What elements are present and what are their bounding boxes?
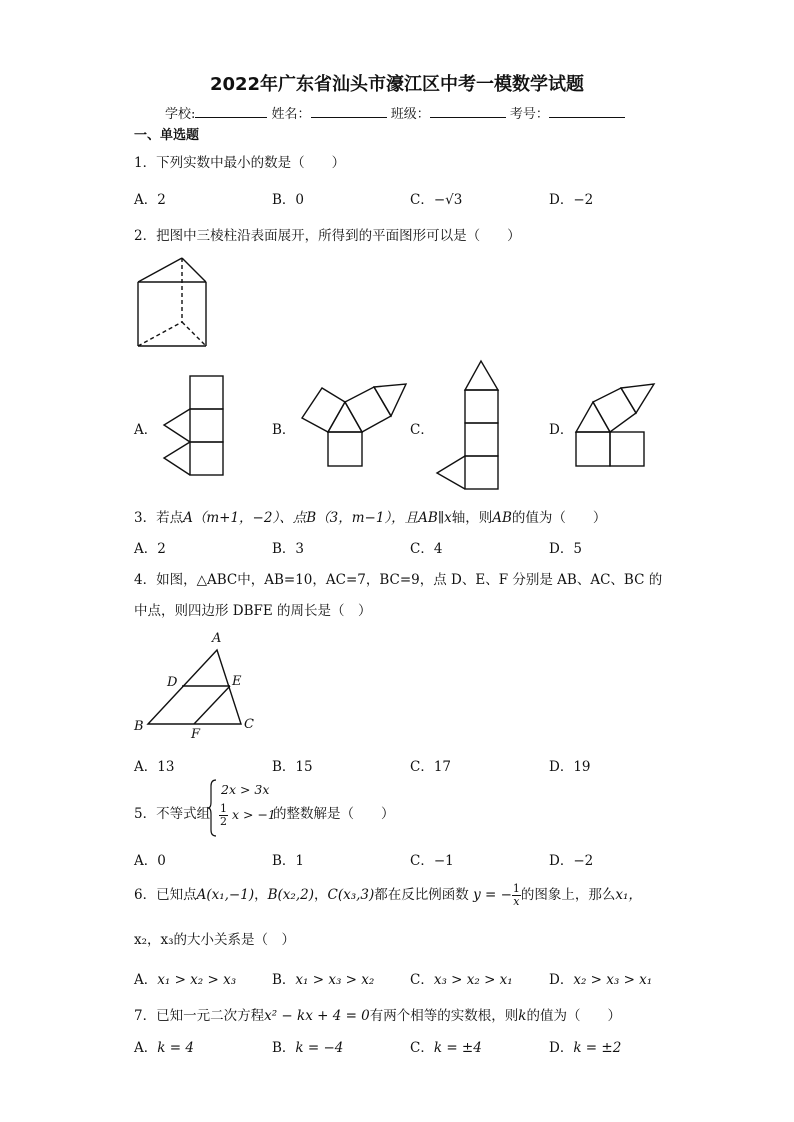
q7-option-b[interactable]: [272, 1036, 343, 1056]
label-b: B: [134, 719, 144, 734]
q6-option-d-value: x₂ > x₃ > x₁: [573, 972, 653, 988]
q3-stem-end: 的值为（ ）: [511, 510, 607, 526]
q7-option-a-label: A．: [134, 1040, 158, 1056]
school-blank[interactable]: [195, 105, 267, 118]
q2-option-b[interactable]: B．: [272, 422, 296, 438]
q2-option-d[interactable]: D．: [549, 422, 574, 438]
q5-option-a[interactable]: A．0: [134, 853, 166, 869]
q4-option-d[interactable]: D．19: [549, 759, 591, 775]
q5-option-d-value: −2: [573, 853, 594, 869]
q7-option-a-value: k = 4: [157, 1040, 194, 1056]
q2-option-a[interactable]: A．: [134, 422, 158, 438]
q1-option-a[interactable]: A．2: [134, 192, 166, 208]
q3-option-a[interactable]: A．2: [134, 541, 166, 557]
label-f: F: [191, 727, 201, 740]
q6-option-b-label: B．: [272, 972, 296, 988]
q3-option-d[interactable]: D．5: [549, 541, 582, 557]
q5-option-c-label: C．: [410, 853, 434, 869]
q6-option-d-label: D．: [549, 972, 574, 988]
q5-stem-pre: 5．不等式组: [134, 806, 211, 822]
q6-option-b[interactable]: [272, 968, 374, 988]
q6-stem-line1: 6．已知点A(x₁,−1)，B(x₂,2)，C(x₃,3)都在反比例函数 y = − $\frac{1}{x}$ 的图象上，那么x₁，: [134, 882, 642, 908]
q6-option-a-value: x₁ > x₂ > x₃: [157, 972, 237, 988]
class-blank[interactable]: [430, 105, 506, 118]
section-heading: 一、单选题: [134, 128, 200, 143]
q1-option-c-label: C．: [410, 192, 434, 208]
label-c: C: [244, 717, 254, 732]
q7-stem-end: 的值为（ ）: [526, 1008, 621, 1024]
q6-option-b-value: x₁ > x₃ > x₂: [295, 972, 375, 988]
q7-option-c-label: C．: [410, 1040, 434, 1056]
q3-stem: [134, 506, 606, 526]
q6-point-b: B(x₂,2): [267, 887, 314, 903]
q4-option-c[interactable]: C．17: [410, 759, 452, 775]
q6-option-c-label: C．: [410, 972, 434, 988]
number-label: 考号：: [509, 107, 549, 122]
q6-stem-pre: 6．已知点: [134, 887, 197, 903]
q7-option-d-value: k = ±2: [573, 1040, 622, 1056]
q5-inequality-2: [219, 803, 276, 828]
q6-option-c-value: x₃ > x₂ > x₁: [433, 972, 513, 988]
q1-option-d-label: D．: [549, 192, 574, 208]
q1-stem: 1．下列实数中最小的数是（ ）: [134, 155, 346, 171]
q5-fraction-den: 2: [220, 815, 227, 828]
q7-stem-pre: 7．已知一元二次方程: [134, 1008, 265, 1024]
q5-option-d-label: D．: [549, 853, 574, 869]
q6-function-pre: y = −: [473, 887, 512, 903]
q1-option-d[interactable]: [549, 188, 593, 208]
q3-stem-post: 轴，则: [451, 510, 493, 526]
q7-equation: x² − kx + 4 = 0: [264, 1008, 370, 1024]
q1-option-c[interactable]: [410, 188, 462, 208]
q5-option-b[interactable]: B．1: [272, 853, 305, 869]
q3-option-b[interactable]: B．3: [272, 541, 305, 557]
q6-option-a[interactable]: [134, 968, 236, 988]
q6-stem-mid: 都在反比例函数: [374, 887, 469, 903]
q4-stem-line1: 4．如图，△ABC中，AB=10，AC=7，BC=9，点 D、E、F 分别是 AB、AC、BC 的: [134, 572, 663, 588]
q3-parallel: AB∥x: [418, 510, 452, 526]
q2-stem: 2．把图中三棱柱沿表面展开，所得到的平面图形可以是（ ）: [134, 228, 521, 244]
q3-point-b: B（3，m−1），且: [306, 510, 419, 526]
q6-x1: x₁，: [615, 887, 642, 903]
q6-fraction-num: 1: [512, 882, 520, 895]
q5-fraction: [219, 803, 228, 828]
q7-option-d[interactable]: [549, 1036, 621, 1056]
page-title: 2022年广东省汕头市濠江区中考一模数学试题: [209, 74, 585, 95]
label-a: A: [212, 631, 222, 646]
label-e: E: [232, 674, 242, 689]
q3-point-a: A（m+1，−2）、点: [183, 510, 307, 526]
q7-option-c[interactable]: [410, 1036, 482, 1056]
class-label: 班级：: [390, 107, 430, 122]
q6-point-c: C(x₃,3): [327, 887, 375, 903]
label-d: D: [167, 675, 178, 690]
q4-option-b[interactable]: B．15: [272, 759, 313, 775]
q5-inequality-2-text: x > −1: [231, 807, 276, 822]
q6-function-fraction: [512, 883, 521, 908]
q1-option-c-value: −√3: [433, 192, 463, 208]
q5-option-c-value: −1: [433, 853, 454, 869]
q2-net-b-figure: [294, 380, 410, 470]
q6-point-a: A(x₁,−1): [196, 887, 255, 903]
q5-brace: [208, 778, 218, 838]
q7-option-c-value: k = ±4: [433, 1040, 482, 1056]
q5-option-d[interactable]: [549, 849, 593, 869]
name-blank[interactable]: [311, 105, 387, 118]
q4-option-a[interactable]: A．13: [134, 759, 175, 775]
q1-option-b[interactable]: B．0: [272, 192, 305, 208]
q6-option-c[interactable]: [410, 968, 513, 988]
q6-stem-post: 的图象上，那么: [520, 887, 616, 903]
q7-option-b-value: k = −4: [295, 1040, 344, 1056]
number-blank[interactable]: [549, 105, 625, 118]
q7-stem-mid: 有两个相等的实数根，则: [369, 1008, 519, 1024]
triangular-prism-figure: [130, 252, 210, 352]
q7-stem: [134, 1004, 621, 1024]
q5-inequality-1: [221, 782, 269, 797]
q2-net-c-figure: [432, 358, 502, 494]
q7-option-a[interactable]: [134, 1036, 194, 1056]
student-info-line: [165, 103, 625, 122]
q3-stem-pre: 3．若点: [134, 510, 184, 526]
q4-stem-line2: 中点，则四边形 DBFE 的周长是（ ）: [134, 603, 372, 619]
q7-option-d-label: D．: [549, 1040, 574, 1056]
name-label: 姓名：: [271, 107, 311, 122]
school-label: 学校:: [165, 107, 196, 122]
q6-stem-line2: x₂，x₃的大小关系是（ ）: [134, 932, 296, 948]
q5-option-c[interactable]: [410, 849, 454, 869]
q7-k: k: [518, 1008, 527, 1024]
q4-triangle-figure: [128, 628, 268, 740]
q5-stem-post: 的整数解是（ ）: [273, 806, 395, 822]
q5-fraction-num: 1: [220, 802, 227, 815]
q3-option-c[interactable]: C．4: [410, 541, 443, 557]
q6-option-d[interactable]: [549, 968, 652, 988]
q7-option-b-label: B．: [272, 1040, 296, 1056]
q2-option-c[interactable]: C．: [410, 422, 434, 438]
q6-option-a-label: A．: [134, 972, 158, 988]
q2-net-a-figure: [158, 373, 228, 479]
q1-option-d-value: −2: [573, 192, 594, 208]
q3-ab: AB: [492, 510, 512, 526]
q2-net-d-figure: [572, 380, 658, 472]
q6-fraction-den: x: [513, 895, 520, 908]
q5-inequality-1-text: 2x > 3x: [221, 782, 270, 797]
